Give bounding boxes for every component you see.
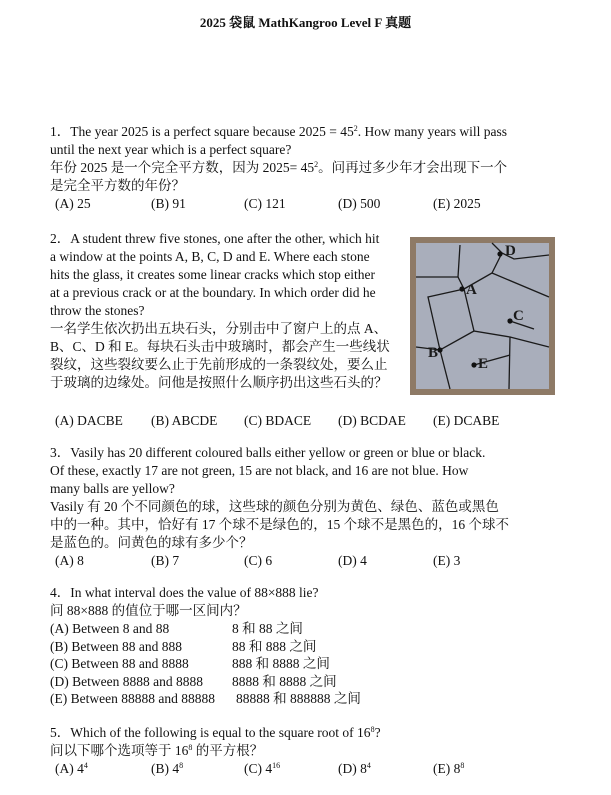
question-1-options <box>50 195 507 213</box>
option-e[interactable]: (E) $8^8$ <box>433 761 465 776</box>
question-3-options <box>50 552 509 570</box>
question-4-options <box>50 620 361 708</box>
option-a[interactable]: (A) DACBE <box>55 413 123 428</box>
option-c[interactable]: (C) $4^{16}$ <box>244 761 281 776</box>
question-5 <box>50 724 465 778</box>
label-c: C <box>513 308 524 324</box>
page-title: 2025 袋鼠 MathKangroo Level F 真题 <box>199 15 412 30</box>
question-3-line-6: 是蓝色的。问黄色的球有多少个？ <box>50 535 253 550</box>
option-b[interactable]: (B) ABCDE <box>151 413 218 428</box>
question-5-line-1: 5．Which of the following is equal to the square root of $16^8$? <box>50 725 381 740</box>
option-e[interactable]: (E) DCABE <box>433 413 500 428</box>
question-3-line-2: Of these, exactly 17 are not green, 15 are not black, and 16 are not blue. How <box>50 463 469 478</box>
question-2-line-3: hits the glass, it creates some linear cracks which stop either <box>50 267 376 282</box>
label-e: E <box>478 356 489 372</box>
window-cracks-figure <box>410 237 555 395</box>
question-3-line-1: 3．Vasily has 20 different coloured balls either yellow or green or blue or black. <box>50 445 486 460</box>
question-1-line-3: 年份 2025 是一个完全平方数，因为 $2025= 45^2$。问再过多少年才会出现下一个 <box>50 160 508 175</box>
option-c[interactable]: (C) 6 <box>244 553 273 568</box>
question-2-line-7: B、C、D 和 E。每块石头击中玻璃时，都会产生一些线状 <box>50 339 390 354</box>
question-3-line-5: 中的一种。其中，恰好有 17 个球不是绿色的，15 个球不是黑色的，16 个球不 <box>50 517 509 532</box>
option-a[interactable]: (A) 25 <box>55 196 91 211</box>
option-b[interactable]: (B) $4^8$ <box>151 761 184 776</box>
option-d[interactable]: (D) $8^4$ <box>338 761 371 776</box>
point-c <box>507 318 512 323</box>
point-a <box>459 286 464 291</box>
label-a: A <box>466 282 477 298</box>
option-b[interactable]: (B) Between 88 and 888 88 和 888 之间 <box>50 638 317 654</box>
question-1-line-2: until the next year which is a perfect square? <box>50 142 292 157</box>
option-c[interactable]: (C) BDACE <box>244 413 312 428</box>
question-2-options <box>50 412 500 430</box>
question-2-line-9: 于玻璃的边缘处。问他是按照什么顺序扔出这些石头的？ <box>50 375 388 390</box>
question-2-line-6: 一名学生依次扔出五块石头，分别击中了窗户上的点 A、 <box>50 321 388 336</box>
question-4-line-1: 4．In what interval does the value of 88×888 lie? <box>50 585 319 600</box>
option-e[interactable]: (E) 3 <box>433 553 461 568</box>
option-d[interactable]: (D) Between 8888 and 8888 8888 和 8888 之间 <box>50 673 337 689</box>
option-c[interactable]: (C) 121 <box>244 196 286 211</box>
question-2 <box>50 230 500 430</box>
option-e[interactable]: (E) 2025 <box>433 196 481 211</box>
window-cracks-svg <box>410 237 555 395</box>
question-4-line-2: 问 88×888 的值位于哪一区间内？ <box>50 603 247 618</box>
question-3 <box>50 444 509 570</box>
label-b: B <box>428 345 439 361</box>
question-2-line-2: a window at the points A, B, C, D and E. Where each stone <box>50 249 370 264</box>
point-e <box>471 362 476 367</box>
label-d: D <box>505 243 516 259</box>
point-d <box>497 251 502 256</box>
option-d[interactable]: (D) 500 <box>338 196 381 211</box>
question-3-line-4: Vasily 有 20 个不同颜色的球，这些球的颜色分别为黄色、绿色、蓝色或黑色 <box>50 499 499 514</box>
option-b[interactable]: (B) 91 <box>151 196 186 211</box>
option-d[interactable]: (D) BCDAE <box>338 413 406 428</box>
question-5-options <box>50 760 465 778</box>
option-a[interactable]: (A) $4^4$ <box>55 761 88 776</box>
question-1 <box>50 123 507 213</box>
option-b[interactable]: (B) 7 <box>151 553 180 568</box>
option-a[interactable]: (A) 8 <box>55 553 84 568</box>
question-2-line-1: 2．A student threw five stones, one after the other, which hit <box>50 231 380 246</box>
question-1-line-4: 是完全平方数的年份？ <box>50 178 185 193</box>
option-a[interactable]: (A) Between 8 and 88 8 和 88 之间 <box>50 621 303 636</box>
question-2-line-8: 裂纹，这些裂纹要么止于先前形成的一条裂纹处，要么止 <box>50 357 388 372</box>
point-b <box>437 347 442 352</box>
option-c[interactable]: (C) Between 88 and 8888 888 和 8888 之间 <box>50 656 330 671</box>
question-4 <box>50 584 361 708</box>
option-d[interactable]: (D) 4 <box>338 553 367 568</box>
question-2-line-4: at a previous crack or at the boundary. In which order did he <box>50 285 376 300</box>
question-2-line-5: throw the stones? <box>50 303 145 318</box>
question-1-line-1: 1．The year 2025 is a perfect square because $2025 = 45^2$. How many years will pass <box>50 124 507 139</box>
option-e[interactable]: (E) Between 88888 and 88888 88888 和 888888 之间 <box>50 691 361 706</box>
question-5-line-2: 问以下哪个选项等于 $16^8$ 的平方根？ <box>50 743 264 758</box>
question-3-line-3: many balls are yellow? <box>50 481 175 496</box>
